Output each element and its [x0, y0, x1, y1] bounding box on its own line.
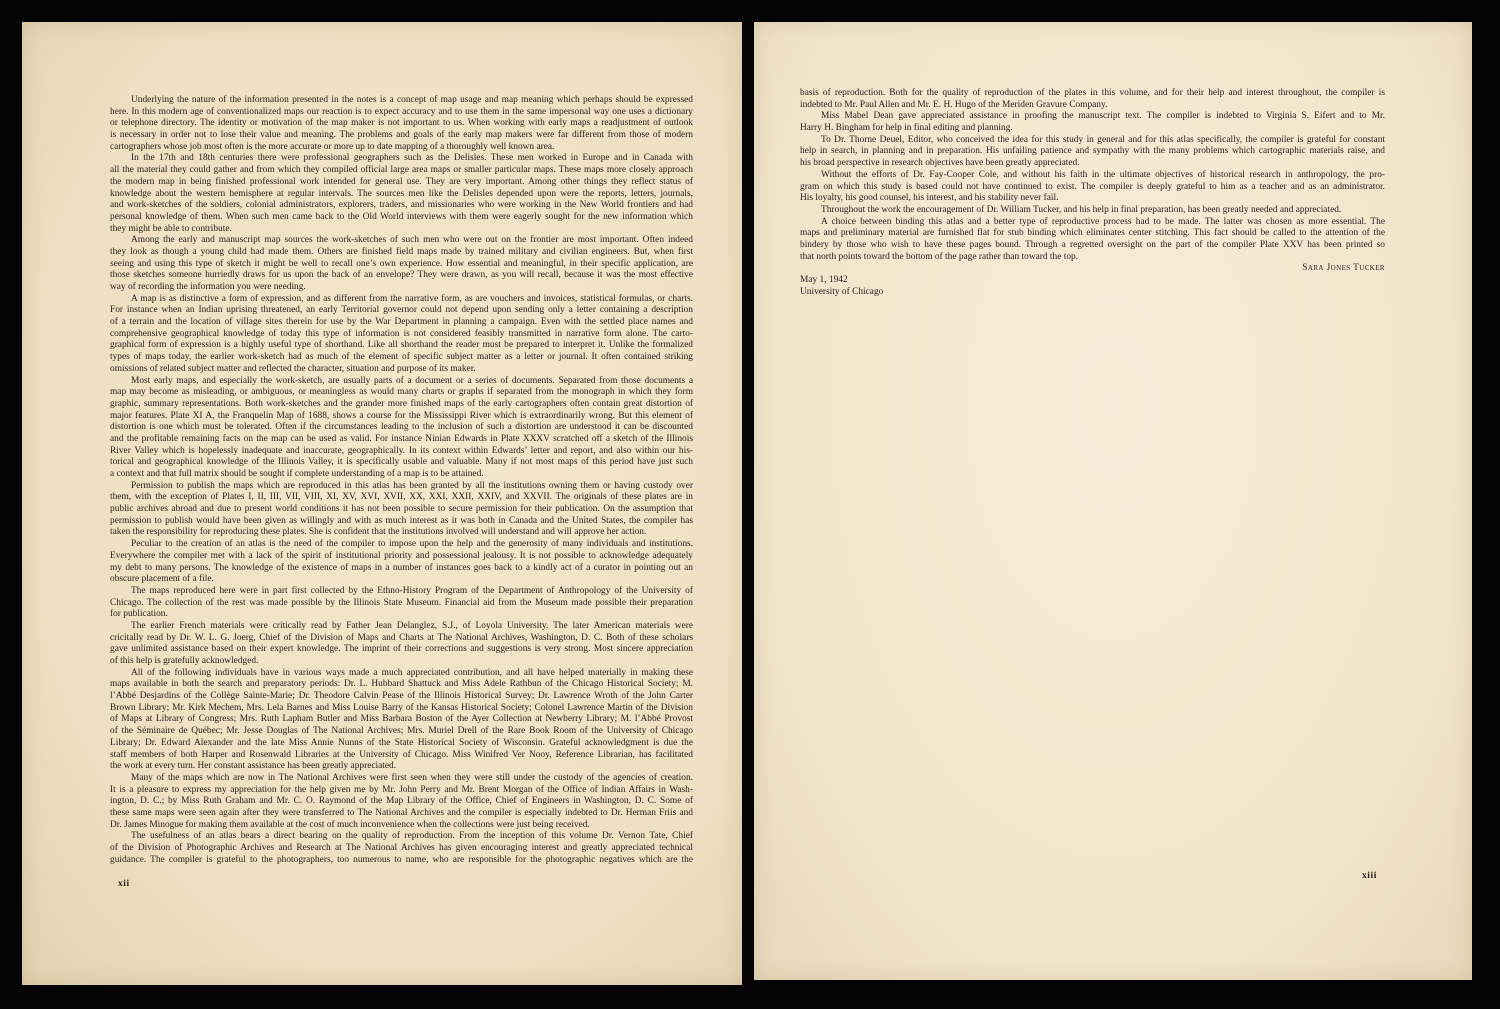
text-line-content: It is a pleasure to express my appreciation for the help given me by Mr. John Perry and Mr. Brent Morgan of the Office of Indian Affairs in Wash- — [110, 784, 693, 795]
text-line — [110, 843, 693, 855]
text-line — [800, 88, 1385, 100]
text-line-content: comprehensive geographical knowledge of today this type of information is not considered feasibly transmitted in narrative form alone. The carto- — [110, 328, 693, 339]
text-line-content: Library; Dr. Edward Alexander and the late Miss Annie Nunns of the State Historical Society of Wisconsin. Grateful acknowledgment is due the — [110, 737, 693, 748]
text-line — [800, 193, 1385, 205]
paragraph — [800, 135, 1385, 170]
right-page-paragraphs — [800, 88, 1385, 263]
text-line — [110, 504, 693, 516]
text-line-content: his broad perspective in research objectives have been greatly appreciated. — [800, 158, 1080, 169]
paragraph — [110, 481, 693, 539]
text-line — [110, 563, 693, 575]
text-line — [110, 212, 693, 224]
text-line-content: gave unlimited assistance based on their expert knowledge. The imprint of their corrections and suggestions is very strong. Most sincere appreciation — [110, 644, 693, 655]
text-line-content: public archives abroad and due to present world conditions it has not been possible to secure permission for their publication. On the assumption that — [110, 504, 693, 515]
text-line — [110, 165, 693, 177]
text-line-content: All of the following individuals have in various ways made a much appreciated contribution, and all have helped materially in making these — [131, 667, 693, 678]
text-line — [110, 387, 693, 399]
text-line-content: or telephone directory. The identity or motivation of the map maker is not important to us. When working with early maps a readjustment of outlook — [110, 118, 693, 129]
paragraph — [110, 235, 693, 293]
right-page-text — [800, 88, 1385, 298]
text-line-content: seeing and using this type of sketch it might be well to recall one’s own experience. How essential and meaningful, in their specific application, are — [110, 258, 693, 269]
text-line-content: staff members of both Harper and Rosenwald Libraries at the University of Chicago. Miss Winifred Ver Nooy, Reference Librarian, has facilitated — [110, 749, 693, 760]
text-line — [110, 820, 693, 832]
text-line-content: graphic, summary representations. Both work-sketches and the grander more finished maps of the early cartographers often contain great distortion of — [110, 398, 693, 409]
text-line — [110, 434, 693, 446]
text-line-content: basis of reproduction. Both for the quality of reproduction of the plates in this volume, and for their help and interest throughout, the compiler is — [800, 88, 1385, 98]
paragraph — [110, 153, 693, 235]
text-line-content: major features. Plate XI A, the Franquelin Map of 1688, shows a course for the Mississippi River which is extraordinarily wrong. But this element of — [110, 410, 693, 421]
text-line-content: Underlying the nature of the information presented in the notes is a concept of map usage and map meaning which perhaps should be expressed — [131, 95, 693, 105]
text-line-content: Brown Library; Mr. Kirk Mechem, Mrs. Lela Barnes and Miss Louise Barry of the Kansas Historical Society; Colonel Lawrence Martin of the Division — [110, 702, 693, 713]
text-line-content: guidance. The compiler is grateful to the photographers, too numerous to name, who are responsible for the photographic negatives which are the — [110, 854, 693, 865]
text-line — [110, 586, 693, 598]
text-line-content: maps available in both the search and preparatory periods: Dr. L. Hubbard Shattuck and Miss Adele Rathbun of the Chicago Historical Society; M. — [110, 679, 693, 690]
text-line — [110, 142, 693, 154]
text-line — [110, 364, 693, 376]
text-line-content: that north points toward the bottom of the page rather than toward the top. — [800, 251, 1079, 262]
text-line — [110, 656, 693, 668]
text-line-content: help in search, in planning and in preparation. His unfailing patience and sympathy with the many problems which cartographic materials raise, and — [800, 146, 1385, 157]
text-line — [800, 123, 1385, 135]
text-line — [110, 831, 693, 843]
text-line — [110, 714, 693, 726]
text-line — [800, 240, 1385, 252]
text-line-content: my debt to many persons. The knowledge of the existence of maps in a number of instances goes back to a kindly act of a curator in pointing out an — [110, 562, 693, 573]
text-line-content: Peculiar to the creation of an atlas is the need of the compiler to impose upon the help and the generosity of many individuals and institutions. — [131, 539, 693, 550]
text-line-content: Miss Mabel Dean gave appreciated assistance in proofing the manuscript text. The compiler is indebted to Virginia S. Eifert and to Mr. — [821, 111, 1385, 122]
text-line — [110, 551, 693, 563]
text-line-content: graphical form of expression is a highly useful type of shorthand. Like all shorthand the reader must be prepared to interpret it. Unlike the formalized — [110, 340, 693, 351]
text-line — [110, 621, 693, 633]
text-line-content: Permission to publish the maps which are reproduced in this atlas has been granted by all the institutions owning them or having custody over — [131, 480, 693, 491]
text-line-content: Throughout the work the encouragement of Dr. William Tucker, and his help in final preparation, has been greatly needed and appreciated. — [821, 204, 1342, 215]
text-line — [110, 411, 693, 423]
text-line — [110, 668, 693, 680]
text-line-content: A map is as distinctive a form of expression, and as different from the narrative form, as are vouchers and invoices, statistical formulas, or charts. — [131, 293, 693, 304]
text-line — [110, 738, 693, 750]
text-line — [110, 633, 693, 645]
text-line — [800, 252, 1385, 264]
paragraph — [110, 294, 693, 376]
text-line — [110, 726, 693, 738]
text-line-content: Dr. James Minogue for making them available at the cost of much inconvenience when the collections were just being received. — [110, 819, 590, 830]
text-line — [110, 469, 693, 481]
text-line — [110, 235, 693, 247]
text-line-content: types of maps today, the earlier work-sketch had as much of the element of specific subject matter as a letter or journal. It often contained striking — [110, 352, 693, 363]
text-line-content: torical and geographical knowledge of the Illinois Valley, it is specifically usable and valuable. Many if not most maps of this period have just such — [110, 457, 693, 468]
paragraph — [110, 621, 693, 668]
text-line-content: for publication. — [110, 609, 168, 620]
paragraph — [110, 668, 693, 773]
text-line — [110, 340, 693, 352]
text-line-content: For instance when an Indian uprising threatened, an early Territorial governor could not depend upon sending only a letter containing a description — [110, 305, 693, 316]
text-line-content: the modern map in being finished professional work intended for general use. They are very important. Among other things they reflect status of — [110, 176, 693, 187]
text-line — [110, 492, 693, 504]
text-line-content: they look as though a young child had made them. Others are finished field maps made by trained military and civilian engineers. But, when first — [110, 246, 693, 257]
text-line-content: Harry H. Bingham for help in final editing and planning. — [800, 123, 1013, 134]
left-page-text — [110, 95, 693, 866]
text-line — [110, 200, 693, 212]
text-line — [110, 317, 693, 329]
text-line — [110, 761, 693, 773]
text-line — [110, 118, 693, 130]
text-line — [110, 189, 693, 201]
text-line — [110, 539, 693, 551]
text-line-content: Without the efforts of Dr. Fay-Cooper Cole, and without his faith in the ultimate objectives of historical research in anthropology, the pro- — [821, 169, 1385, 180]
text-line — [110, 247, 693, 259]
text-line-content: of a terrain and the location of village sites therein for use by the War Department in planning a campaign. Even with the settled place names and — [110, 317, 693, 328]
signature-text: Sara Jones Tucker — [1302, 263, 1385, 274]
paragraph — [110, 831, 693, 866]
text-line-content: and the profitable remaining facts on the map can be used as valid. For instance Ninian Edwards in Plate XXXV scratched off a sketch of the Illinois — [110, 433, 693, 444]
text-line — [110, 457, 693, 469]
text-line — [110, 574, 693, 586]
text-line — [800, 135, 1385, 147]
text-line-content: His loyalty, his good counsel, his interest, and his stability never fail. — [800, 193, 1059, 204]
text-line-content: of this help is gratefully acknowledged. — [110, 656, 259, 666]
text-line — [110, 329, 693, 341]
text-line — [110, 294, 693, 306]
text-line — [110, 679, 693, 691]
text-line — [110, 609, 693, 621]
page-number: xii — [118, 879, 130, 889]
text-line — [110, 773, 693, 785]
text-line-content: maps and preliminary material are furnished flat for stub binding which eliminates center stitching. This fact should be called to the attention of the — [800, 228, 1385, 239]
text-line-content: knowledge about the western hemisphere at regular intervals. The sources men like the Delisles depended upon were the reports, letters, journals, — [110, 188, 693, 199]
text-line — [110, 750, 693, 762]
text-line-content: permission to publish would have been given as willingly and with as much interest as it was both in Canada and the United States, the compiler has — [110, 515, 693, 526]
text-line-content: is necessary in order not to lose their value and meaning. The problems and goals of the early map makers were far different from those of modern — [110, 130, 693, 141]
text-line — [110, 352, 693, 364]
text-line-content: of the Séminaire de Québec; Mr. Jesse Douglas of The National Archives; Mrs. Muriel Drell of the Rare Book Room of the University of Chicago — [110, 726, 693, 737]
text-line-content: omissions of related subject matter and reflected the character, situation and purpose of its maker. — [110, 363, 476, 374]
text-line-content: obscure placement of a file. — [110, 574, 214, 585]
paragraph — [110, 539, 693, 586]
text-line-content: Among the early and manuscript map sources the work-sketches of such men who were out on the frontier are most important. Often indeed — [131, 235, 693, 246]
text-line-content: all the material they could gather and from which they compiled official large area maps or smaller particular maps. These maps more closely approach — [110, 165, 693, 176]
right-page — [754, 22, 1472, 980]
text-line-content: personal knowledge of them. When such men came back to the Old World interviews with them were eagerly sought for the new information which — [110, 211, 693, 222]
paragraph — [110, 586, 693, 621]
text-line-content: ington, D. C.; by Miss Ruth Graham and Mr. C. O. Raymond of the Map Library of the Office, Chief of Engineers in Washington, D. C. Some of — [110, 796, 693, 807]
text-line — [110, 305, 693, 317]
text-line — [110, 177, 693, 189]
text-line-content: gram on which this study is based could not have continued to exist. The compiler is deeply grateful to him as a teacher and as an administrator. — [800, 181, 1385, 192]
text-line-content: them, with the exception of Plates I, II, III, VII, VIII, XI, XV, XVI, XVII, XX, XXI, XXII, XXIV, and XXVII. The originals of these plates are in — [110, 492, 693, 503]
text-line — [110, 785, 693, 797]
text-line — [110, 376, 693, 388]
text-line — [800, 217, 1385, 229]
text-line-content: they might be able to contribute. — [110, 223, 232, 234]
text-line-content: cricitally read by Dr. W. L. G. Joerg, Chief of the Division of Maps and Charts at The National Archives, Washington, D. C. Both of these scholars — [110, 632, 693, 643]
text-line — [800, 111, 1385, 123]
text-line-content: In the 17th and 18th centuries there were professional geographers such as the Delisles. These men worked in Europe and in Canada with — [131, 153, 693, 164]
text-line-content: of the Division of Photographic Archives and Research at The National Archives has given encouraging interest and greatly appreciated technical — [110, 843, 693, 853]
text-line — [800, 170, 1385, 182]
text-line — [110, 855, 693, 867]
text-line-content: way of recording the information you were needing. — [110, 282, 306, 292]
text-line — [800, 205, 1385, 217]
text-line-content: distortion is one which must be tolerated. Often if the circumstances leading to the inclusion of such a distortion are understood it can be discounted — [110, 422, 693, 433]
text-line — [800, 100, 1385, 112]
text-line-content: indebted to Mr. Paul Allen and Mr. E. H. Hugo of the Meriden Gravure Company. — [800, 99, 1108, 110]
text-line-content: Most early maps, and especially the work-sketch, are usually parts of a document or a series of documents. Separated from those documents a — [131, 375, 693, 386]
paragraph — [800, 111, 1385, 134]
text-line — [110, 446, 693, 458]
text-line-content: The earlier French materials were critically read by Father Jean Delanglez, S.J., of Loyola University. The later American materials were — [131, 620, 693, 631]
text-line-content: l’Abbé Desjardins of the Collège Sainte-Marie; Dr. Theodore Calvin Pease of the Illinois Historical Survey; Dr. Lawrence Wroth of the John Carter — [110, 691, 693, 702]
text-line-content: To Dr. Thorne Deuel, Editor, who conceived the idea for this study in general and for this atlas specifically, the compiler is grateful for constant — [821, 134, 1385, 145]
text-line — [110, 808, 693, 820]
text-line-content: map may become as misleading, or ambiguous, or meaningless as would many charts or graphs if separated from the monograph in which they form — [110, 387, 693, 398]
text-line-content: cartographers whose job most often is the more accurate or more up to date mapping of a thoroughly well known area. — [110, 141, 555, 152]
text-line — [110, 130, 693, 142]
affiliation-line: University of Chicago — [800, 286, 884, 297]
text-line-content: here. In this modern age of conventionalized maps our reaction is to expect accuracy and to use them in the same impersonal way one uses a dictionary — [110, 106, 693, 117]
text-line — [800, 146, 1385, 158]
text-line-content: Many of the maps which are now in The National Archives were first seen when they were still under the custody of the agencies of creation. — [131, 772, 693, 783]
text-line — [110, 703, 693, 715]
paragraph — [110, 376, 693, 481]
text-line — [110, 270, 693, 282]
text-line — [110, 107, 693, 119]
signature — [800, 263, 1385, 275]
text-line — [110, 644, 693, 656]
text-line-content: a context and that full matrix should be sought if complete understanding of a map is to be attained. — [110, 469, 484, 479]
text-line-content: Everywhere the compiler met with a lack of the spirit of institutional priority and possessional jealousy. It is not possible to acknowledge adequately — [110, 550, 693, 561]
text-line-content: of Maps at Library of Congress; Mrs. Ruth Lapham Butler and Miss Barbara Boston of the Ayer Collection at Newberry Library; M. l’Abbé Provost — [110, 714, 693, 725]
page-number: xiii — [1362, 871, 1377, 881]
text-line — [110, 153, 693, 165]
paragraph — [800, 217, 1385, 264]
text-line — [110, 95, 693, 107]
text-line — [110, 527, 693, 539]
text-line-content: River Valley which is hopelessly inadequate and inaccurate, geographically. In its context within Edwards’ letter and report, and also within our his- — [110, 445, 693, 456]
paragraph — [110, 95, 693, 153]
text-line-content: and work-sketches of the soldiers, colonial administrators, explorers, traders, and missionaries who were working in the New World frontiers and had — [110, 200, 693, 211]
text-line — [110, 224, 693, 236]
paragraph — [800, 205, 1385, 217]
text-line-content: these same maps were seen again after they were transferred to The National Archives and the compiler is especially indebted to Dr. Herman Friis and — [110, 807, 693, 818]
text-line-content: The usefulness of an atlas bears a direct bearing on the quality of reproduction. From the inception of this volume Dr. Vernon Tate, Chief — [131, 831, 693, 842]
text-line-content: A choice between binding this atlas and a better type of reproductive process had to be made. The latter was chosen as more essential. The — [821, 216, 1385, 227]
paragraph — [800, 170, 1385, 205]
text-line — [800, 158, 1385, 170]
text-line — [110, 598, 693, 610]
text-line — [110, 796, 693, 808]
text-line — [800, 182, 1385, 194]
text-line-content: bindery by those who wish to have these pages bound. Through a regretted oversight on the part of the compiler Plate XXV has been printed so — [800, 239, 1385, 250]
text-line — [110, 399, 693, 411]
text-line-content: Chicago. The collection of the rest was made possible by the Illinois State Museum. Financial aid from the Museum made possible their preparation — [110, 597, 693, 608]
text-line — [110, 481, 693, 493]
text-line-content: The maps reproduced here were in part first collected by the Ethno-History Program of the Department of Anthropology of the University of — [131, 585, 693, 596]
text-line — [110, 691, 693, 703]
text-line — [110, 282, 693, 294]
text-line — [110, 259, 693, 271]
text-line-content: the work at every turn. Her constant assistance has been greatly appreciated. — [110, 761, 397, 772]
text-line-content: taken the responsibility for reproducing these plates. She is confident that the institutions involved will understand and will approve her action. — [110, 527, 647, 538]
paragraph — [110, 773, 693, 831]
continued-paragraph — [800, 88, 1385, 111]
date-line: May 1, 1942 — [800, 275, 848, 285]
text-line — [110, 516, 693, 528]
left-page — [22, 22, 742, 985]
text-line — [800, 228, 1385, 240]
text-line-content: those sketches someone hurriedly draws for us upon the back of an envelope? They were drawn, as you will recall, because it was the most effective — [110, 270, 693, 281]
text-line — [110, 422, 693, 434]
